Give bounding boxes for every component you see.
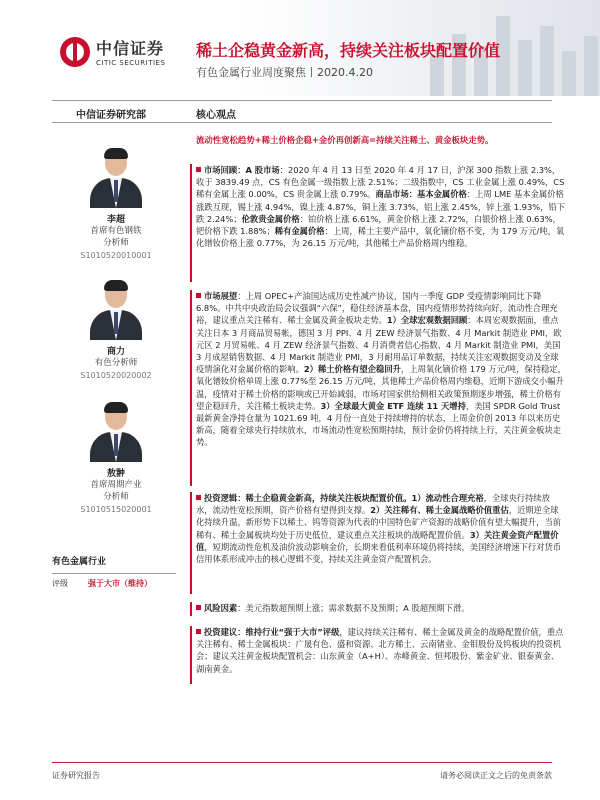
analyst-name: 敖翀 bbox=[106, 469, 125, 479]
analyst-license-id: S1010520010001 bbox=[80, 251, 152, 260]
report-subtitle: 有色金属行业周度聚焦丨2020.4.20 bbox=[196, 66, 373, 79]
footer-divider bbox=[52, 762, 552, 763]
footer-disclaimer: 请务必阅读正文之后的免责条款 bbox=[440, 771, 552, 780]
risk-factors-paragraph: 风险因素：美元指数超预期上涨；需求数据不及预期；A 股超预期下滑。 bbox=[196, 602, 566, 614]
paragraph-accent-bar bbox=[190, 290, 192, 486]
analyst-role: 首席有色钢铁 bbox=[90, 226, 142, 236]
market-review-paragraph: 市场回顾：A 股市场：2020 年 4 月 13 日至 2020 年 4 月 17 日，沪深 300 指数上涨 2.3%，收于 3839.49 点，CS 有色金属一级指数上涨 2.51%；二级指数中，CS 工业金属上涨 0.49%，CS 稀有金属上涨 0.00%，CS 贵金属上涨 0.79%。商品市场：基本金属价格：上周 LME 基本金属价格涨跌互现，锡上涨 4.94%，镍上涨 4.87%，铜上涨 3.73%，铝上涨 2.45%，锌上涨 1.93%，铅下跌 2.24%；伦敦贵金属价格：铂价格上涨 6.61%，黄金价格上涨 2.72%，白银价格上涨 0.63%，钯价格下跌 1.88%；稀有金属价格：上周，稀土主要产品中，氧化镝价格不变，为 179 万元/吨，氧化镨钕价格上涨 0.77%，为 26.15 万元/吨，其他稀土产品价格周内维稳。 bbox=[196, 165, 565, 249]
citic-logo-icon bbox=[60, 37, 90, 67]
logo-chinese: 中信证券 bbox=[96, 39, 165, 58]
section-divider bbox=[52, 122, 552, 123]
analyst-photo bbox=[88, 278, 144, 340]
analyst-name: 商力 bbox=[106, 347, 125, 357]
paragraph-accent-bar bbox=[190, 492, 192, 594]
investment-advice-paragraph: 投资建议：维持行业“强于大市”评级，建议持续关注稀有、稀土金属及黄金的战略配置价值，重点关注稀有、稀土金属板块：广晟有色、盛和资源、北方稀土、云南锗业、金钼股份及钨板块的投资机会；建议关注黄金板块配置机会：山东黄金（A+H）、赤峰黄金、恒邦股份、紫金矿业、银泰黄金、湖南黄金。 bbox=[196, 627, 564, 674]
rating-label: 评级 bbox=[52, 579, 68, 588]
analyst-role: 分析师 bbox=[103, 238, 129, 248]
core-highlight: 流动性宽松趋势+稀土价格企稳+金价再创新高=持续关注稀土、黄金板块走势。 bbox=[196, 135, 494, 145]
skyline-building bbox=[562, 51, 576, 96]
analyst-card bbox=[60, 146, 172, 260]
paragraph-accent-bar bbox=[190, 626, 192, 684]
skyline-building bbox=[584, 36, 598, 96]
citic-logo bbox=[60, 36, 165, 67]
industry-title: 有色金属行业 bbox=[52, 557, 107, 567]
footer-report-type: 证券研究报告 bbox=[52, 771, 100, 780]
analyst-role: 分析师 bbox=[103, 492, 129, 502]
analyst-photo bbox=[88, 146, 144, 208]
analyst-role: 有色分析师 bbox=[94, 358, 138, 368]
sidebar-section-title: 中信证券研究部 bbox=[76, 110, 146, 121]
analyst-license-id: S1010520020002 bbox=[80, 371, 152, 380]
analyst-license-id: S1010515020001 bbox=[80, 505, 152, 514]
paragraph-accent-bar bbox=[190, 602, 192, 616]
paragraph-accent-bar bbox=[190, 164, 192, 282]
skyline-building bbox=[430, 56, 444, 96]
header-divider bbox=[52, 100, 552, 101]
analyst-name: 李超 bbox=[106, 215, 125, 225]
skyline-building bbox=[540, 26, 554, 96]
analyst-photo bbox=[88, 400, 144, 462]
analyst-card bbox=[60, 400, 172, 514]
report-title: 稀土企稳黄金新高，持续关注板块配置价值 bbox=[196, 41, 501, 60]
market-outlook-paragraph: 市场展望：上周 OPEC+产油国达成历史性减产协议，国内一季度 GDP 受疫情影响同比下降 6.8%。中共中央政治局会议强调“六保”，稳住经济基本盘，国内疫情形势持续向好，流动性合理充裕，建议重点关注稀有、稀土金属及黄金板块走势。1）全球宏观数据回顾：本周宏观数据面，重点关注日本 3 月商品贸易帐，德国 3 月 PPI、4 月 ZEW 经济景气指数、4 月 Markit 制造业 PMI，欧元区 2 月贸易帐、4 月 ZEW 经济景气指数、4 月消费者信心指数、4 月 Markit 制造业 PMI，美国 3 月成屋销售数据、4 月 Markit 制造业 PMI，3 月耐用品订单数据，持续关注宏观数据变动及全球疫情演化对金属价格的影响。2）稀土价格有望企稳回升，上周氧化镝价格 179 万元/吨，保持稳定，氧化镨钕价格单周上涨 0.77%至 26.15 万元/吨，其他稀土产品价格周内维稳，近期下游成交小幅升温，疫情对于稀土价格的影响或已开始减弱，市场对国家供给侧相关政策预期逐步增强，稀土价格有望企稳回升，关注稀土板块走势。3）全球最大黄金 ETF 连续 11 天增持，美国 SPDR Gold Trust 最新黄金净持仓量为 1021.69 吨，4 月份一直处于持续增持的状态，上周金价创 2013 年以来历史新高，随着全球央行持续放水，市场流动性宽松预期持续，预计金价仍将持续上行，关注黄金板块走势。 bbox=[196, 291, 566, 448]
rating-value: 强于大市（维持） bbox=[88, 579, 152, 588]
industry-rating-box bbox=[52, 554, 176, 589]
skyline-building bbox=[518, 40, 532, 96]
analyst-card bbox=[60, 278, 172, 380]
main-section-title: 核心观点 bbox=[196, 110, 236, 121]
investment-logic-paragraph: 投资逻辑：稀土企稳黄金新高，持续关注板块配置价值。1）流动性合理充裕，全球央行持续放水，流动性宽松预期，资产价格有望得到支撑。2）关注稀有、稀土金属战略价值重估，近期逆全球化持续升温，新形势下以稀土、钨等资源为代表的中国特色矿产资源的战略价值有望大幅提升，当前稀有、稀土金属板块均处于历史低位，建议重点关注板块的战略配置价值。3）关注黄金资产配置价值，短期流动性危机及油价波动影响金价，长期来看低利率环境仍将持续，美国经济增速下行对货币信用体系形成冲击的核心逻辑不变，持续关注黄金资产配置机会。 bbox=[196, 493, 562, 565]
logo-english: CITIC SECURITIES bbox=[96, 59, 166, 67]
analyst-role: 首席周期产业 bbox=[90, 480, 142, 490]
